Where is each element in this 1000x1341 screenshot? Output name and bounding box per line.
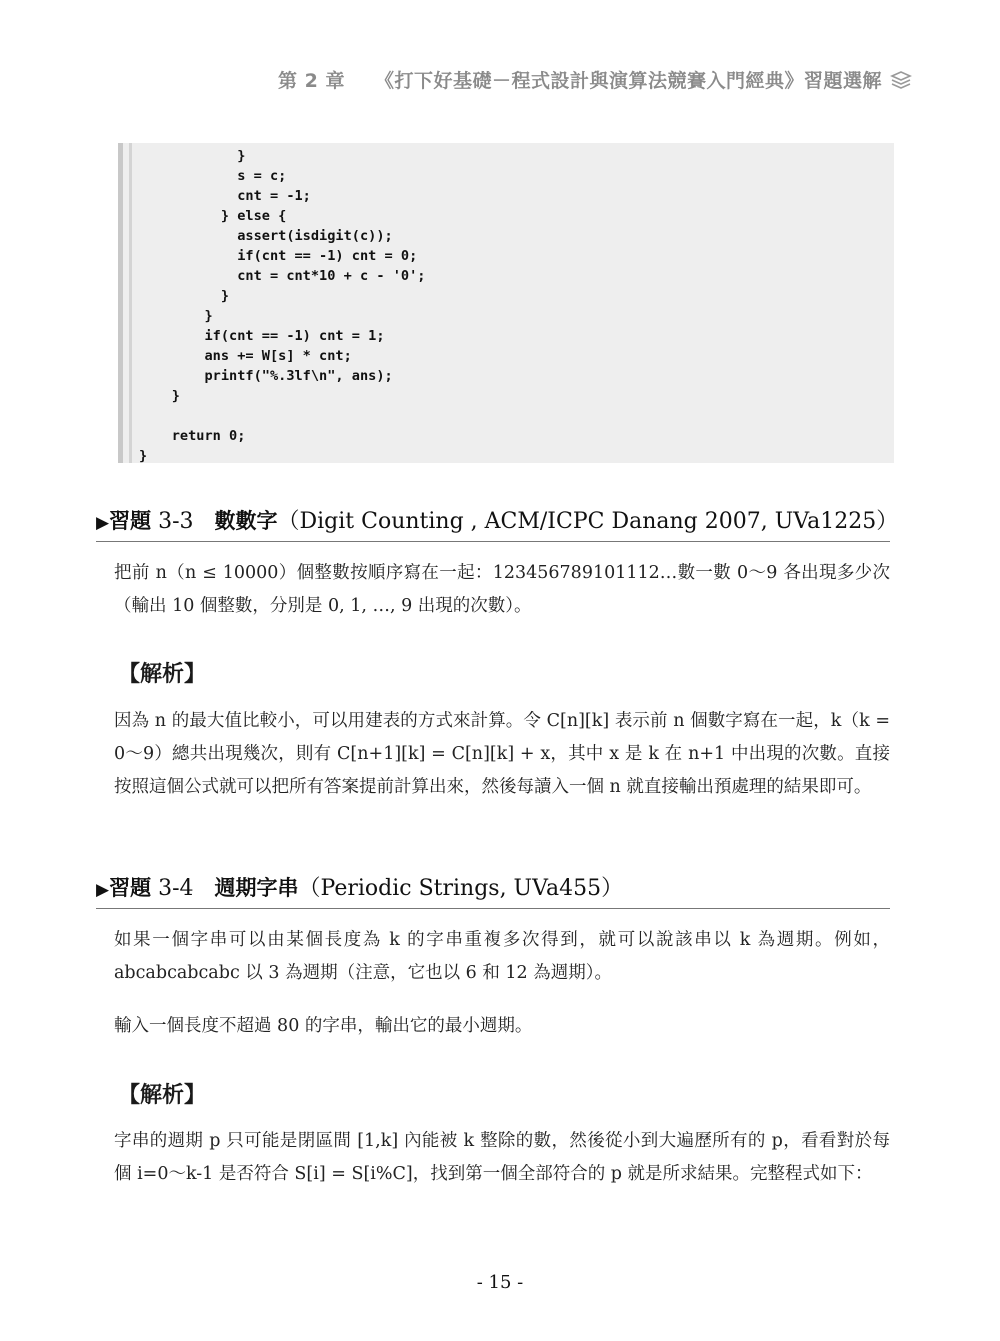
analysis-heading-3-4: 【解析】 xyxy=(118,1083,207,1108)
code-block xyxy=(118,143,894,463)
code-listing: } s = c; cnt = -1; } else { assert(isdigit(c)); if(cnt == -1) cnt = 0; cnt = cnt*10 + c - '0'; } } if(cnt == -1) cnt = 1; ans += W[s] * cnt; printf("%.3lf\n", ans); } return 0; } xyxy=(139,148,426,464)
analysis-text-3-3: 因為 n 的最大值比較小，可以用建表的方式來計算。令 C[n][k] 表示前 n 個數字寫在一起，k（k = 0～9）總共出現幾次，則有 C[n+1][k] = C[n][k] + x，其中 x 是 k 在 n+1 中出現的次數。直接按照這個公式就可以把所有答案提前計算出來，然後每讀入一個 n 就直接輸出預處理的結果即可。 xyxy=(114,711,890,797)
section-title xyxy=(96,504,898,535)
problem-statement-3-3: 把前 n（n ≤ 10000）個整數按順序寫在一起：123456789101112…數一數 0～9 各出現多少次（輸出 10 個整數，分別是 0, 1, …, 9 出現的次數）。 xyxy=(114,563,890,616)
chapter-label: 第 2 章 xyxy=(278,70,345,92)
exercise-subtitle: （Digit Counting , ACM/ICPC Danang 2007, UVa1225） xyxy=(277,509,899,534)
triangle-marker-icon: ▶ xyxy=(96,513,110,533)
exercise-name: 數數字 xyxy=(214,509,278,533)
exercise-number: 3-4 xyxy=(158,876,194,901)
code-block-rule xyxy=(129,143,132,463)
exercise-label: 習題 xyxy=(109,876,152,900)
book-stack-icon xyxy=(890,70,912,90)
exercise-name: 週期字串 xyxy=(214,876,299,900)
exercise-label: 習題 xyxy=(109,509,152,533)
problem-statement-3-4: 如果一個字串可以由某個長度為 k 的字串重複多次得到，就可以說該串以 k 為週期。例如，abcabcabcabc 以 3 為週期（注意，它也以 6 和 12 為週期）。 xyxy=(114,930,890,983)
section-title xyxy=(96,871,623,902)
triangle-marker-icon: ▶ xyxy=(96,880,110,900)
analysis-text-3-4: 字串的週期 p 只可能是閉區間 [1,k] 內能被 k 整除的數，然後從小到大遍歷所有的 p，看看對於每個 i=0～k-1 是否符合 S[i] = S[i%C]，找到第一個全部符合的 p 就是所求結果。完整程式如下： xyxy=(114,1131,890,1184)
problem-input-3-4: 輸入一個長度不超過 80 的字串，輸出它的最小週期。 xyxy=(114,1016,533,1036)
analysis-heading-3-3: 【解析】 xyxy=(118,662,207,687)
section-heading-3-4 xyxy=(96,870,890,909)
running-header xyxy=(278,66,912,93)
page-number: - 15 - xyxy=(476,1272,524,1293)
exercise-number: 3-3 xyxy=(158,509,194,534)
exercise-subtitle: （Periodic Strings, UVa455） xyxy=(298,876,624,901)
section-heading-3-3 xyxy=(96,503,899,542)
book-title: 《打下好基礎－程式設計與演算法競賽入門經典》習題選解 xyxy=(374,70,882,92)
